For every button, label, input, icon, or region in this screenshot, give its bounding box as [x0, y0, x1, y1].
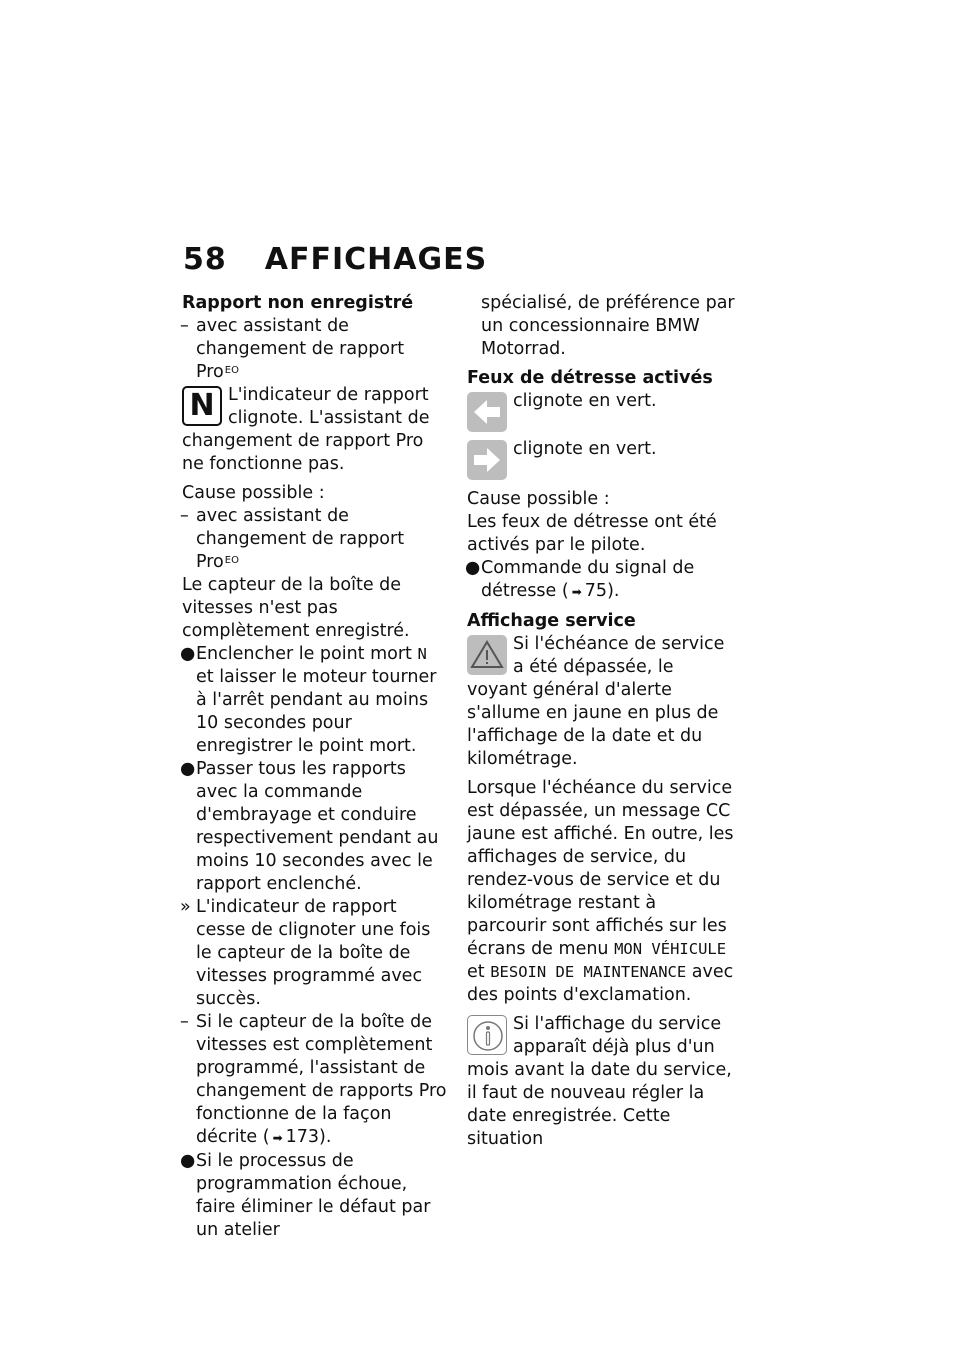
- bullet-hazard: ● Commande du signal de détresse ( ➡ 75).: [465, 558, 695, 601]
- cause-label: Cause possible :: [182, 483, 325, 503]
- left-column: [182, 292, 450, 1242]
- warning-paragraph: Si l'échéance de service a été dépassée, le voyant général d'alerte s'allume en jaune en plus de l'affichage de la date et du kilométrage.: [467, 634, 725, 769]
- info-icon: [467, 1015, 507, 1055]
- page-reference-link[interactable]: 173: [285, 1127, 320, 1147]
- dash-item-2: – avec assistant de changement de rapport Pro$^{EO}$: [180, 506, 405, 572]
- bullet-item-2: ● Passer tous les rapports avec la commande d'embrayage et conduire respectivement pendant au moins 10 secondes avec le rapport enclenché.: [180, 759, 439, 894]
- dash-item-1: – avec assistant de changement de rapport Pro$^{EO}$: [180, 316, 405, 382]
- section-heading-service: Affichage service: [467, 611, 636, 631]
- section-heading-hazard: Feux de détresse activés: [467, 368, 713, 388]
- warning-triangle-icon: [467, 635, 507, 675]
- dash-marker: –: [180, 506, 189, 526]
- neutral-code: N: [417, 645, 427, 663]
- bullet-marker: ●: [180, 759, 196, 779]
- indicator-paragraph: L'indicateur de rapport clignote. L'assistant de changement de rapport Pro ne fonctionne pas.: [182, 385, 430, 474]
- menu-besoin-maintenance: BESOIN DE MAINTENANCE: [490, 963, 687, 981]
- info-paragraph: Si l'affichage du service apparaît déjà plus d'un mois avant la date du service, il faut de nouveau régler la date enregistrée. Cette situation: [467, 1014, 732, 1149]
- eo-superscript: EO: [224, 365, 239, 376]
- dash-marker: –: [180, 316, 189, 336]
- left-arrow-block: [467, 390, 737, 434]
- info-block: [467, 1013, 737, 1151]
- page-ref-arrow-icon: ➡: [272, 1131, 283, 1145]
- sensor-paragraph: Le capteur de la boîte de vitesses n'est pas complètement enregistré.: [182, 575, 410, 641]
- dash-marker: –: [180, 1012, 189, 1032]
- page-number: 58: [183, 242, 227, 277]
- service-paragraph: Lorsque l'échéance du service est dépassée, un message CC jaune est affiché. En outre, les affichages de service, du rendez-vous de service et du kilométrage restant à parcourir sont affichés sur les écrans de menu MON VÉHICULE et BESOIN DE MAINTENANCE avec des points d'exclamation.: [467, 778, 734, 1005]
- bullet-item-3: ● Si le processus de programmation échoue, faire éliminer le défaut par un atelier: [180, 1151, 431, 1240]
- arrow-right-icon: [467, 440, 507, 480]
- page-title: AFFICHAGES: [264, 242, 488, 277]
- menu-mon-vehicule: MON VÉHICULE: [614, 940, 727, 958]
- neutral-n-icon: N: [182, 386, 222, 426]
- page-ref-arrow-icon: ➡: [571, 585, 582, 599]
- bullet-marker: ●: [465, 558, 481, 578]
- right-arrow-block: [467, 438, 737, 482]
- page-reference-link[interactable]: 75: [584, 581, 608, 601]
- eo-superscript: EO: [224, 555, 239, 566]
- bullet-marker: ●: [180, 1151, 196, 1171]
- right-arrow-text: clignote en vert.: [513, 439, 657, 459]
- dash-item-3: – Si le capteur de la boîte de vitesses est complètement programmé, l'assistant de changement de rapports Pro fonctionne de la façon décrite ( ➡ 173).: [180, 1012, 447, 1147]
- arrow-left-icon: [467, 392, 507, 432]
- hazard-paragraph: Les feux de détresse ont été activés par le pilote.: [467, 512, 717, 555]
- warning-block: [467, 633, 737, 771]
- left-arrow-text: clignote en vert.: [513, 391, 657, 411]
- bullet-marker: ●: [180, 644, 196, 664]
- bullet-item-1: ● Enclencher le point mort N et laisser le moteur tourner à l'arrêt pendant au moins 10 secondes pour enregistrer le point mort.: [180, 644, 437, 756]
- cause-label-right: Cause possible :: [467, 489, 610, 509]
- result-item-1: » L'indicateur de rapport cesse de clignoter une fois le capteur de la boîte de vitesses programmé avec succès.: [180, 897, 431, 1009]
- right-column: [467, 292, 737, 1151]
- page-header: [183, 242, 487, 277]
- neutral-indicator-block: [182, 384, 450, 476]
- result-marker: »: [180, 897, 191, 917]
- continued-paragraph: spécialisé, de préférence par un concessionnaire BMW Motorrad.: [481, 293, 735, 359]
- section-heading-rapport: Rapport non enregistré: [182, 293, 414, 313]
